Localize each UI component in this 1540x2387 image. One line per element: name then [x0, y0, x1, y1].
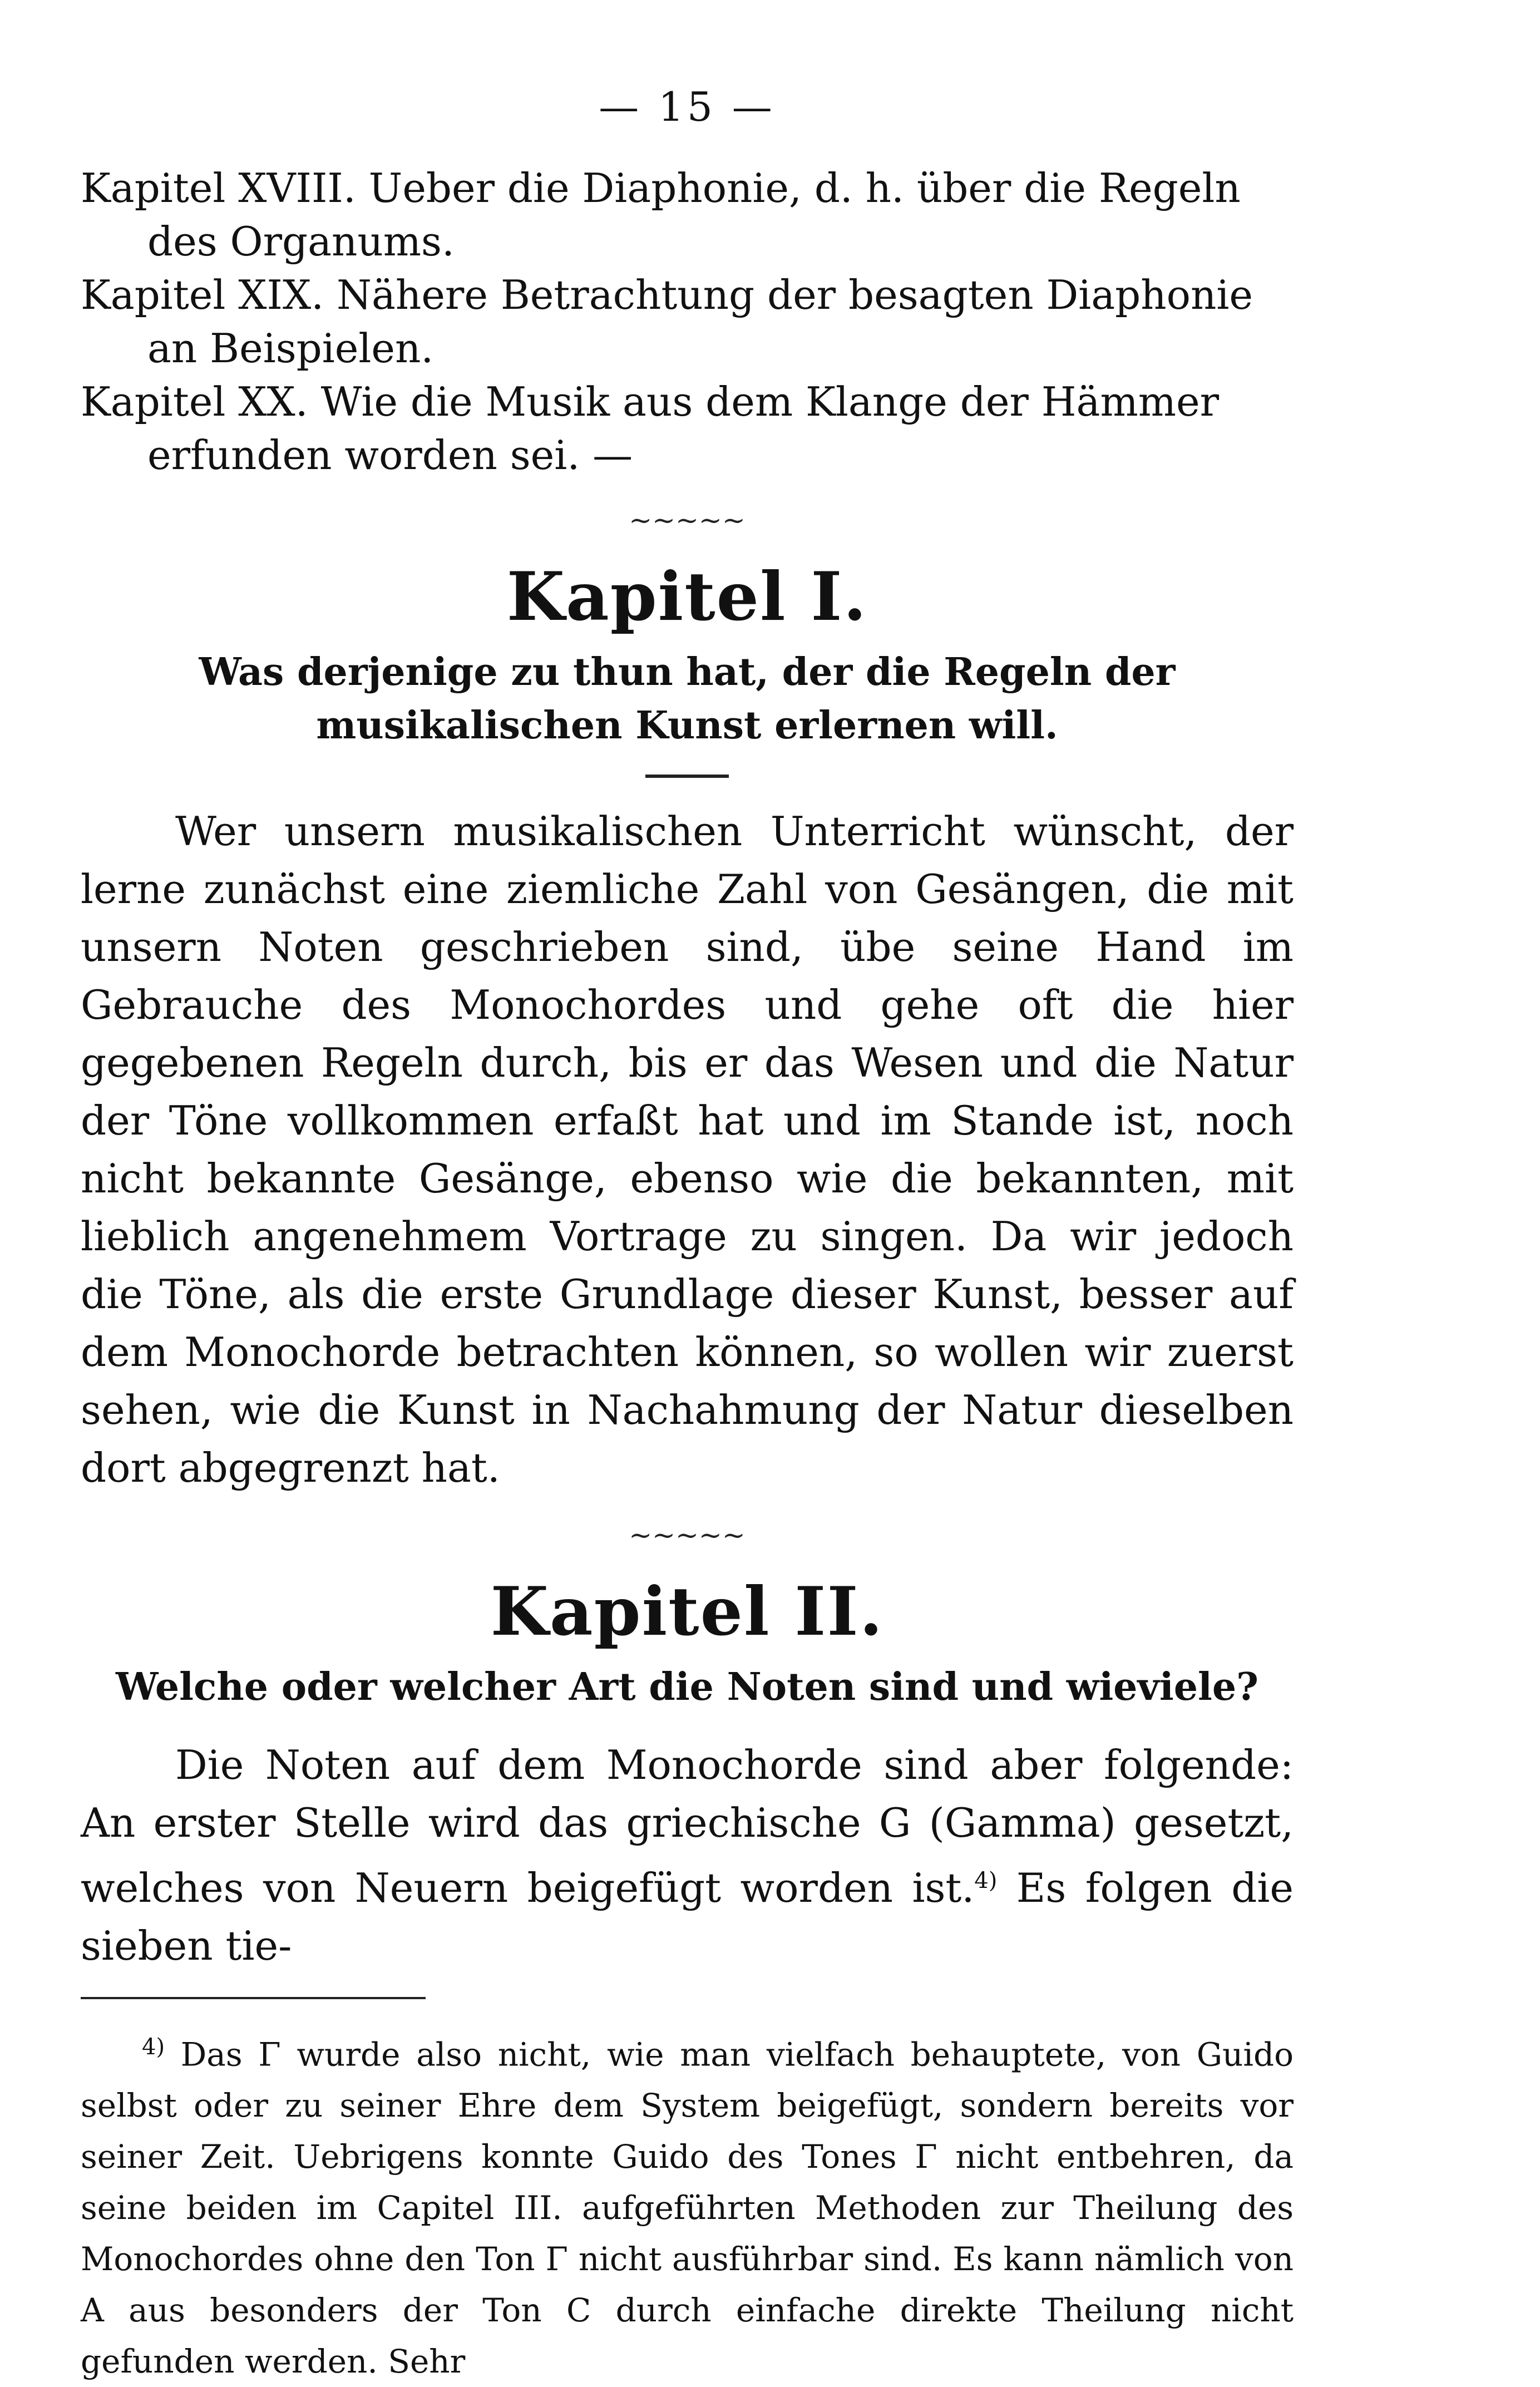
paragraph-text: Die Noten auf dem Monochorde sind aber folgende: An erster Stelle wird das griechische G (Gamma) gesetzt, welches von Neuern beigefügt worden ist.: [81, 1742, 1294, 1911]
footnote: [81, 2021, 1294, 2387]
toc-entry: Kapitel XX. Wie die Musik aus dem Klange der Hämmer erfunden worden sei. —: [81, 378, 1220, 479]
footnote-reference: 4): [974, 1868, 998, 1893]
footnote-separator: [81, 1997, 426, 1999]
page-number: — 15 —: [599, 83, 776, 130]
chapter-2: [81, 1570, 1294, 1975]
toc-entry: Kapitel XVIII. Ueber die Diaphonie, d. h. über die Regeln des Organums.: [81, 165, 1241, 265]
chapter-paragraph: [81, 1736, 1294, 1975]
ornament-divider: ~~~~~: [629, 504, 746, 536]
ornament-divider: ~~~~~: [629, 1519, 746, 1551]
paragraph-text: Es folgen die sieben tie-: [81, 1865, 1294, 1969]
footnote-number: 4): [142, 2034, 165, 2060]
chapter-title: Kapitel I.: [506, 558, 868, 636]
divider-line: [645, 775, 729, 778]
table-of-contents: [81, 161, 1294, 482]
chapter-subtitle: Was derjenige zu thun hat, der die Regeln der musikalischen Kunst erlernen will.: [199, 650, 1176, 748]
chapter-paragraph: Wer unsern musikalischen Unterricht wünscht, der lerne zunächst eine ziemliche Zahl von Gesängen, die mit unsern Noten geschrieben sind, übe seine Hand im Gebrauche des Monochordes und gehe oft die hier gegebenen Regeln durch, bis er das Wesen und die Natur der Töne vollkommen erfaßt hat und im Stande ist, noch nicht bekannte Gesänge, ebenso wie die bekannten, mit lieblich angenehmem Vortrage zu singen. Da wir jedoch die Töne, als die erste Grundlage dieser Kunst, besser auf dem Monochorde betrachten können, so wollen wir zuerst sehen, wie die Kunst in Nachahmung der Natur dieselben dort abgegrenzt hat.: [81, 808, 1294, 1491]
chapter-title: Kapitel II.: [490, 1572, 884, 1651]
book-page: [81, 83, 1294, 2387]
footnote-text: Das Γ wurde also nicht, wie man vielfach behauptete, von Guido selbst oder zu seiner Ehre dem System beigefügt, sondern bereits vor seiner Zeit. Uebrigens konnte Guido des Tones Γ nicht entbehren, da seine beiden im Capitel III. aufgeführten Methoden zur Theilung des Monochordes ohne den Ton Γ nicht ausführbar sind. Es kann nämlich von A aus besonders der Ton C durch einfache direkte Theilung nicht gefunden werden. Sehr: [81, 2035, 1294, 2381]
toc-entry: Kapitel XIX. Nähere Betrachtung der besagten Diaphonie an Beispielen.: [81, 272, 1253, 372]
chapter-subtitle: Welche oder welcher Art die Noten sind und wieviele?: [116, 1665, 1258, 1709]
chapter-1: [81, 555, 1294, 1497]
